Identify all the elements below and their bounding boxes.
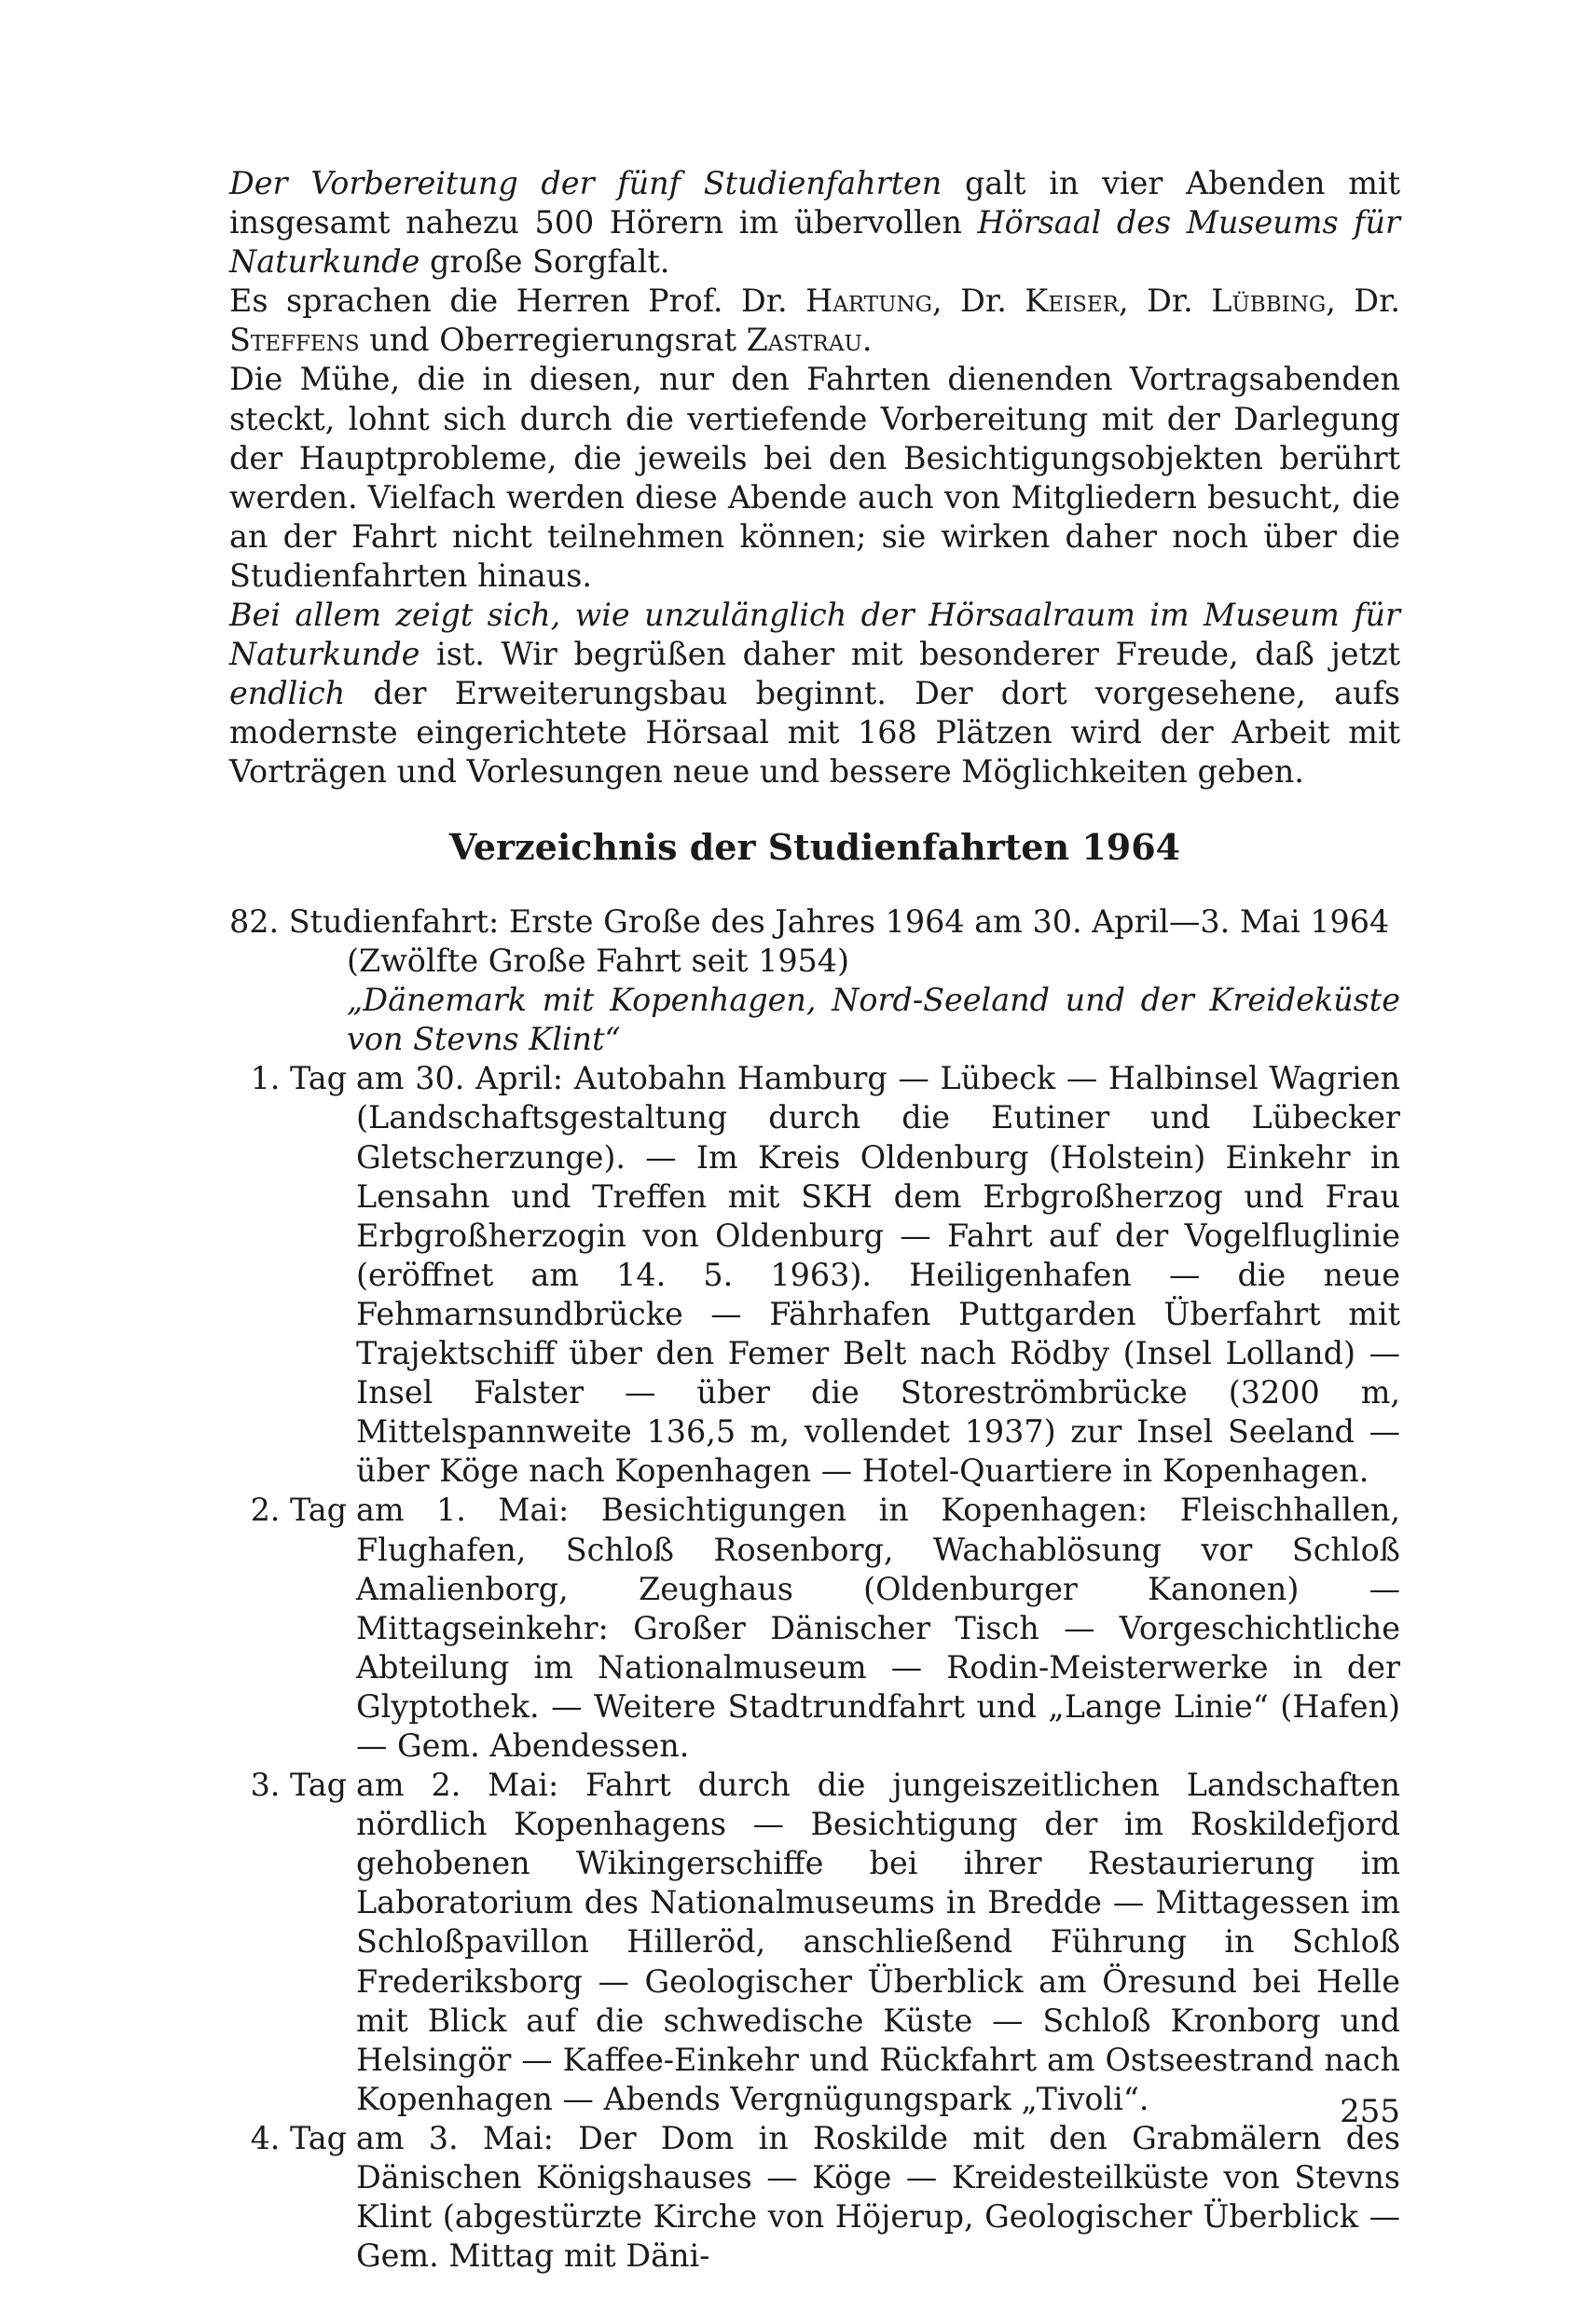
text-span: Die Mühe, die in diesen, nur den Fahrten dienenden Vortragsabenden steckt, lohnt sich durch die vertiefende Vorbereitung mit der Darlegung der Hauptprobleme, die jeweils bei den Besichtigungsobjekten berührt werden. Vielfach werden diese Abende auch von Mitgliedern besucht, die an der Fahrt nicht teilnehmen können; sie wirken daher noch über die Studienfahrten hinaus. (229, 361, 1400, 594)
text-span: und Oberregierungsrat (359, 322, 747, 359)
speaker-name: Lübbing (1211, 282, 1327, 320)
text-span: Es sprachen die Herren Prof. Dr. (229, 282, 806, 320)
intro-text-block (229, 164, 1400, 792)
day-label: 2. Tag (250, 1492, 347, 1529)
speaker-name: Steffens (229, 322, 360, 359)
text-span: ist. Wir begrüßen daher mit besonderer Freude, daß jetzt (420, 636, 1400, 673)
section-heading: Verzeichnis der Studienfahrten 1964 (448, 826, 1181, 868)
paragraph-lecture-hall (229, 596, 1400, 791)
text-span: galt in vier Abenden mit insgesamt nahezu 500 Hörern im übervollen (229, 165, 1400, 241)
text-span: , Dr. (932, 282, 1025, 320)
day-entry (229, 2119, 1400, 2276)
paragraph-effort (229, 360, 1400, 596)
text-span: , Dr. (1118, 282, 1212, 320)
text-span: endlich (229, 675, 346, 712)
speaker-name: Zastrau (746, 322, 862, 359)
day-entry (229, 1766, 1400, 2119)
day-text: am 30. April: Autobahn Hamburg — Lübeck — Halbinsel Wagrien (Landschaftsgestaltung durch die Eutiner und Lübecker Gletscherzunge). — Im Kreis Oldenburg (Holstein) Einkehr in Lensahn und Treffen mit SKH dem Erbgroßherzog und Frau Erbgroßherzogin von Oldenburg — Fahrt auf der Vogelfluglinie (eröffnet am 14. 5. 1963). Heiligenhafen — die neue Fehmarnsundbrücke — Fährhafen Puttgarden Überfahrt mit Trajektschiff über den Femer Belt nach Rödby (Insel Lolland) — Insel Falster — über die Storeströmbrücke (3200 m, Mittelspannweite 136,5 m, vollendet 1937) zur Insel Seeland — über Köge nach Kopenhagen — Hotel-Quartiere in Kopenhagen. (356, 1060, 1400, 1490)
trip-title: „Dänemark mit Kopenhagen, Nord-Seeland und der Kreideküste von Stevns Klint“ (347, 982, 1400, 1058)
trip-subtitle: (Zwölfte Große Fahrt seit 1954) (347, 943, 850, 980)
text-span: große Sorgfalt. (420, 243, 670, 281)
speaker-name: Hartung (805, 282, 933, 320)
text-span: der Erweiterungsbau beginnt. Der dort vorgesehene, aufs modernste eingerichtete Hörsaal mit 168 Plätzen wird der Arbeit mit Vorträgen und Vorlesungen neue und bessere Möglichkeiten geben. (229, 675, 1400, 791)
day-label: 3. Tag (250, 1767, 347, 1804)
day-text: am 3. Mai: Der Dom in Roskilde mit den Grabmälern des Dänischen Königshauses — Köge — Kreidesteilküste von Stevns Klint (abgestürzte Kirche von Höjerup, Geologischer Überblick — Gem. Mittag mit Däni- (356, 2119, 1400, 2275)
text-span: Hörsaal des Museums für Naturkunde (229, 204, 1400, 281)
day-entry (229, 1491, 1400, 1766)
text-span: , Dr. (1326, 282, 1400, 320)
paragraph-speakers (229, 282, 1400, 360)
page-number: 255 (1340, 2093, 1400, 2130)
trip-header: 82. Studienfahrt: Erste Große des Jahres 1964 am 30. April—3. Mai 1964 (229, 903, 1390, 940)
text-span: Bei allem zeigt sich, wie unzulänglich der Hörsaalraum im Museum für Naturkunde (229, 597, 1400, 673)
trip-list (229, 902, 1400, 2276)
day-label: 4. Tag (250, 2119, 347, 2156)
day-entry (229, 1059, 1400, 1491)
speaker-name: Keiser (1025, 282, 1119, 320)
day-text: am 1. Mai: Besichtigungen in Kopenhagen: Fleischhallen, Flughafen, Schloß Rosenborg, Wachablösung vor Schloß Amalienborg, Zeughaus (Oldenburger Kanonen) — Mittagseinkehr: Großer Dänischer Tisch — Vorgeschichtliche Abteilung im Nationalmuseum — Rodin-Meisterwerke in der Glyptothek. — Weitere Stadtrundfahrt und „Lange Linie“ (Hafen) — Gem. Abendessen. (356, 1492, 1400, 1764)
day-label: 1. Tag (250, 1060, 347, 1097)
text-span: . (861, 322, 873, 359)
text-span: Der Vorbereitung der fünf Studienfahrten (229, 165, 942, 201)
paragraph-preparation (229, 164, 1400, 282)
day-text: am 2. Mai: Fahrt durch die jungeiszeitlichen Landschaften nördlich Kopenhagens — Besichtigung der im Roskildefjord gehobenen Wikingerschiffe bei ihrer Restaurierung im Laboratorium des Nationalmuseums in Bredde — Mittagessen im Schloßpavillon Hilleröd, anschließend Führung in Schloß Frederiksborg — Geologischer Überblick am Öresund bei Helle mit Blick auf die schwedische Küste — Schloß Kronborg und Helsingör — Kaffee-Einkehr und Rückfahrt am Ostseestrand nach Kopenhagen — Abends Vergnügungspark „Tivoli“. (356, 1767, 1400, 2117)
